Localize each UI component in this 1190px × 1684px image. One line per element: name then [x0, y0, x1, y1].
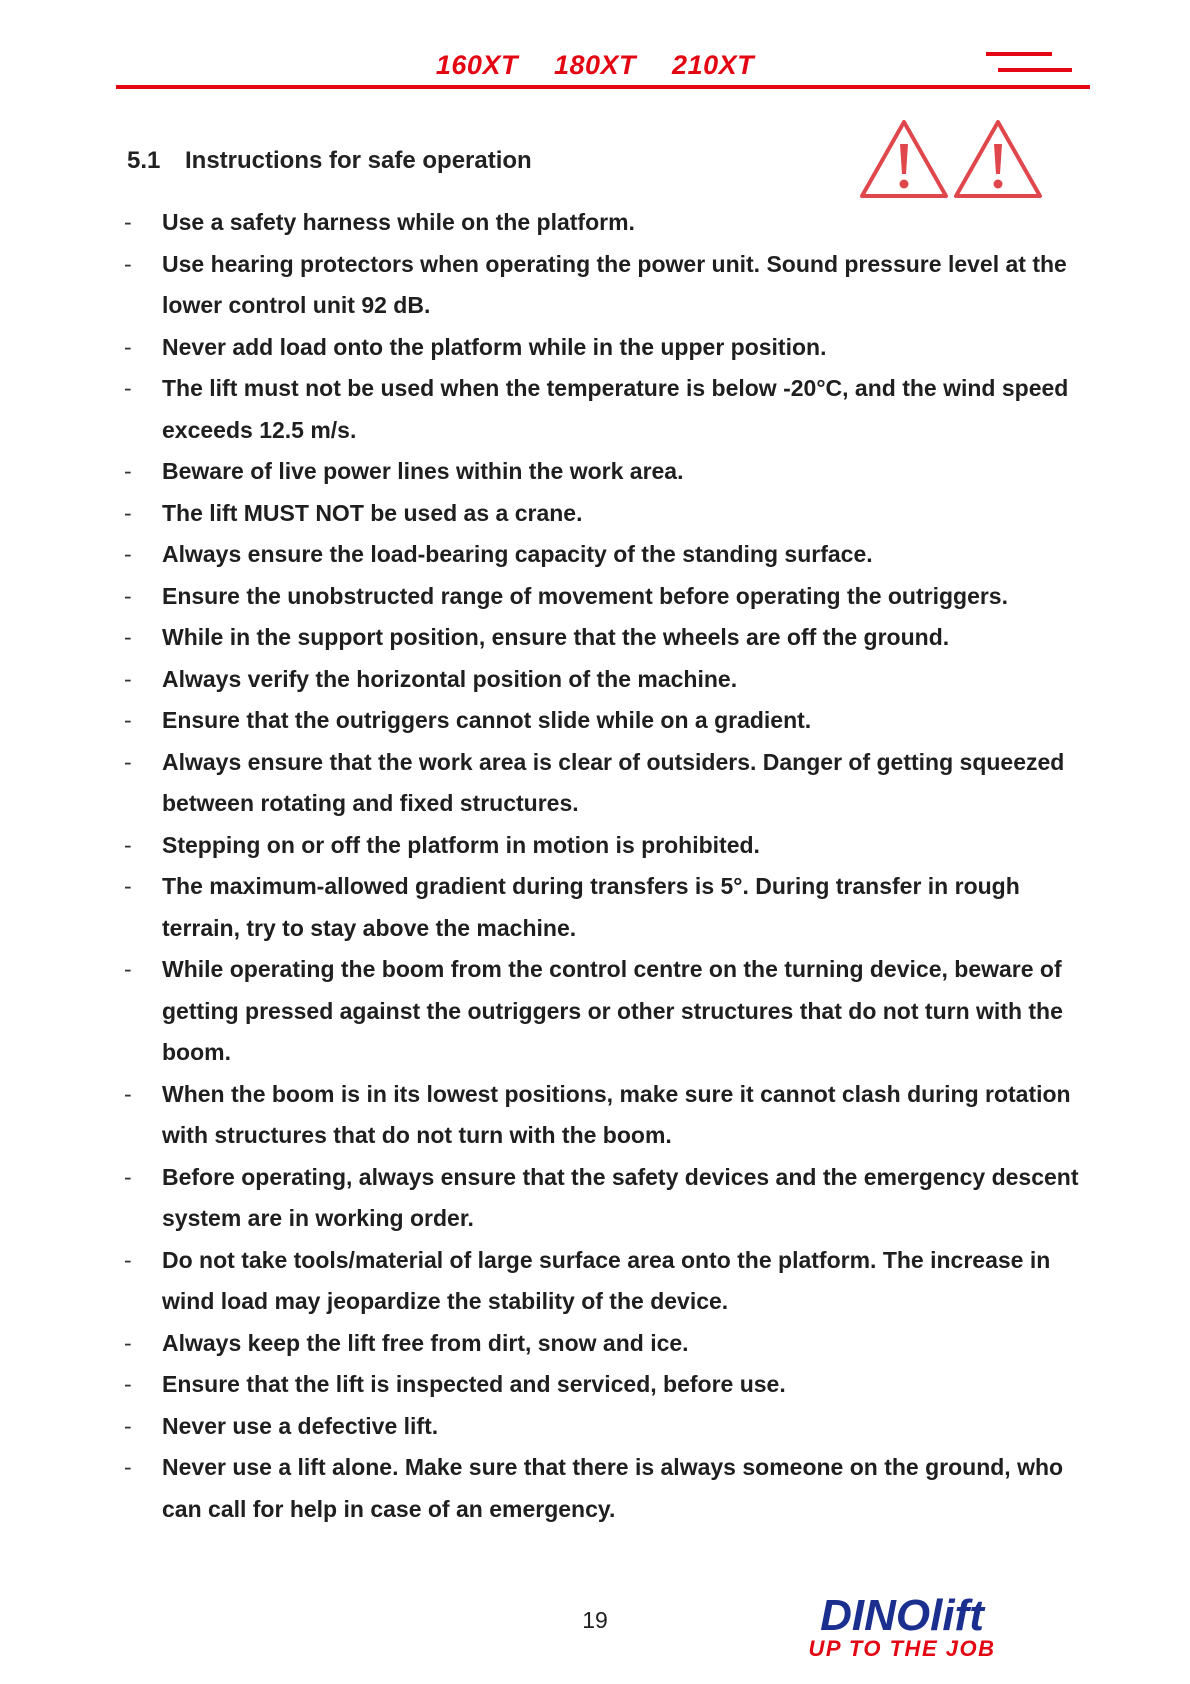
rule-item — [124, 617, 1084, 659]
rule-item — [124, 949, 1084, 1074]
rule-text: Never use a defective lift. — [162, 1412, 439, 1439]
rule-text: The lift must not be used when the temperature is below -20°C, and the wind speed exceeds 12.5 m/s. — [162, 375, 1069, 443]
rule-text: Ensure the unobstructed range of movement before operating the outriggers. — [162, 582, 1008, 609]
bullet-dash: - — [124, 1412, 132, 1439]
bullet-dash: - — [124, 956, 132, 982]
bullet-dash: - — [124, 665, 132, 692]
safety-rules-list — [124, 202, 1084, 1530]
rule-item — [124, 1323, 1084, 1365]
rule-item — [124, 1240, 1084, 1323]
rule-item — [124, 1406, 1084, 1448]
brand-lines-icon — [986, 52, 1072, 76]
rule-item — [124, 368, 1084, 451]
logo-slogan: UP TO THE JOB — [808, 1636, 996, 1661]
rule-text: Beware of live power lines within the work area. — [162, 458, 684, 484]
rule-item — [124, 493, 1084, 535]
warning-icons — [858, 118, 1046, 200]
bullet-dash: - — [124, 375, 132, 401]
rule-item — [124, 327, 1084, 369]
bullet-dash: - — [124, 458, 132, 484]
rule-item — [124, 576, 1084, 618]
rule-item — [124, 1074, 1084, 1157]
rule-item — [124, 1364, 1084, 1406]
rule-text: Stepping on or off the platform in motion is prohibited. — [162, 831, 760, 858]
bullet-dash: - — [124, 831, 132, 858]
rule-text: Never use a lift alone. Make sure that there is always someone on the ground, who can call for help in case of an emergency. — [162, 1454, 1064, 1522]
bullet-dash: - — [124, 707, 132, 733]
bullet-dash: - — [124, 250, 132, 277]
bullet-dash: - — [124, 1163, 132, 1190]
model-name: 180XT — [553, 50, 637, 80]
section-heading — [127, 147, 532, 175]
rule-item — [124, 700, 1084, 742]
warning-triangle-icon — [956, 122, 1040, 196]
bullet-dash: - — [124, 541, 132, 567]
bullet-dash: - — [124, 1329, 132, 1356]
rule-text: Always ensure the load-bearing capacity of the standing surface. — [162, 541, 873, 567]
bullet-dash: - — [124, 209, 132, 235]
section-title: Instructions for safe operation — [185, 147, 532, 174]
rule-item — [124, 1157, 1084, 1240]
section-number: 5.1 — [127, 147, 161, 174]
rule-text: When the boom is in its lowest positions, make sure it cannot clash during rotation with structures that do not turn with the boom. — [162, 1080, 1071, 1148]
rule-text: While operating the boom from the control centre on the turning device, beware of getting pressed against the outriggers or other structures that do not turn with the boom. — [162, 956, 1063, 1065]
warning-triangle-icon — [862, 122, 946, 196]
rule-item — [124, 244, 1084, 327]
rule-text: The maximum-allowed gradient during transfers is 5°. During transfer in rough terrain, try to stay above the machine. — [162, 873, 1020, 941]
rule-item — [124, 534, 1084, 576]
page-header — [0, 0, 1190, 100]
rule-text: Before operating, always ensure that the safety devices and the emergency descent system are in working order. — [162, 1163, 1079, 1231]
rule-text: While in the support position, ensure that the wheels are off the ground. — [162, 624, 950, 650]
header-divider — [116, 85, 1090, 89]
rule-item — [124, 1447, 1084, 1530]
rule-text: Never add load onto the platform while in the upper position. — [162, 333, 827, 360]
page-number: 19 — [582, 1607, 608, 1633]
model-name: 160XT — [435, 50, 518, 80]
bullet-dash: - — [124, 582, 132, 609]
rule-text: Always keep the lift free from dirt, snow and ice. — [162, 1329, 689, 1356]
rule-item — [124, 866, 1084, 949]
rule-text: Ensure that the outriggers cannot slide while on a gradient. — [162, 707, 812, 733]
rule-item — [124, 659, 1084, 701]
rule-text: Always verify the horizontal position of the machine. — [162, 665, 738, 692]
bullet-dash: - — [124, 1371, 132, 1397]
rule-text: Ensure that the lift is inspected and serviced, before use. — [162, 1371, 786, 1397]
rule-text: Use a safety harness while on the platform. — [162, 209, 635, 235]
rule-text: The lift MUST NOT be used as a crane. — [162, 499, 583, 526]
rule-item — [124, 451, 1084, 493]
bullet-dash: - — [124, 624, 132, 650]
logo-wordmark: DINOlift — [820, 1592, 984, 1640]
bullet-dash: - — [124, 748, 132, 775]
rule-item — [124, 742, 1084, 825]
bullet-dash: - — [124, 1454, 132, 1480]
bullet-dash: - — [124, 1080, 132, 1107]
bullet-dash: - — [124, 1246, 132, 1273]
rule-text: Use hearing protectors when operating the power unit. Sound pressure level at the lower control unit 92 dB. — [162, 250, 1067, 318]
bullet-dash: - — [124, 333, 132, 360]
bullet-dash: - — [124, 873, 132, 899]
rule-text: Always ensure that the work area is clear of outsiders. Danger of getting squeezed between rotating and fixed structures. — [162, 748, 1065, 816]
rule-text: Do not take tools/material of large surface area onto the platform. The increase in wind load may jeopardize the stability of the device. — [162, 1246, 1051, 1314]
rule-item — [124, 202, 1084, 244]
dinolift-logo — [797, 1592, 1007, 1662]
rule-item — [124, 825, 1084, 867]
model-name: 210XT — [672, 50, 755, 80]
bullet-dash: - — [124, 499, 132, 526]
